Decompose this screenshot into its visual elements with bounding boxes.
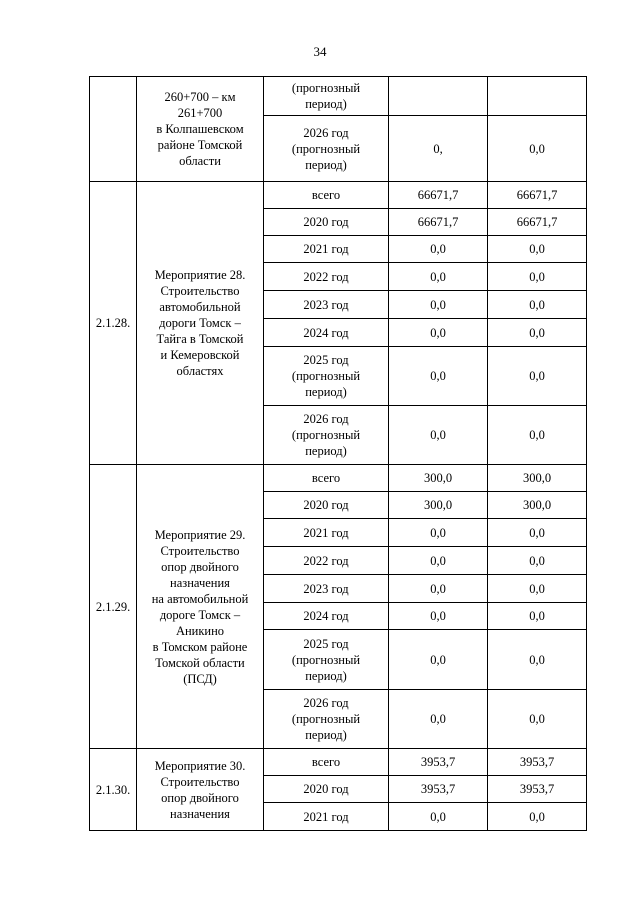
text-line: (прогнозный xyxy=(291,428,361,442)
text-line: 2021 год xyxy=(303,525,349,540)
period-cell xyxy=(264,519,389,547)
amount-cell-total: 0,0 xyxy=(389,630,488,690)
text-line: назначения xyxy=(170,575,230,590)
amount-cell-total: 66671,7 xyxy=(389,209,488,236)
amount-cell-federal: 0,0 xyxy=(488,236,587,263)
period-cell xyxy=(264,77,389,116)
text-line: опор двойного xyxy=(161,790,239,805)
period-cell xyxy=(264,116,389,182)
measure-name-cell xyxy=(137,182,264,465)
table-row xyxy=(90,182,587,209)
amount-cell-federal: 3953,7 xyxy=(488,776,587,803)
period-cell xyxy=(264,603,389,630)
text-line: период) xyxy=(305,444,347,458)
table-row xyxy=(90,77,587,116)
text-line: в Томском районе xyxy=(152,639,248,654)
amount-cell-total: 300,0 xyxy=(389,465,488,492)
amount-cell-total: 0,0 xyxy=(389,406,488,465)
text-line: области xyxy=(179,154,221,168)
text-line: (прогнозный xyxy=(291,369,361,383)
amount-cell-total: 3953,7 xyxy=(389,749,488,776)
amount-cell-total: 0,0 xyxy=(389,347,488,406)
amount-cell-total: 0,0 xyxy=(389,603,488,630)
text-line: всего xyxy=(311,471,341,485)
period-cell xyxy=(264,465,389,492)
text-line: (прогнозный xyxy=(291,712,361,726)
text-line: автомобильной xyxy=(159,300,241,314)
amount-cell-federal: 300,0 xyxy=(488,465,587,492)
amount-cell-federal: 0,0 xyxy=(488,291,587,319)
amount-cell-total xyxy=(389,77,488,116)
amount-cell-federal: 0,0 xyxy=(488,603,587,630)
amount-cell-total: 300,0 xyxy=(389,492,488,519)
text-line: в Колпашевском xyxy=(156,122,244,136)
amount-cell-total: 0,0 xyxy=(389,263,488,291)
text-line: дороге Томск – xyxy=(159,607,241,622)
amount-cell-federal: 0,0 xyxy=(488,519,587,547)
funding-table-body xyxy=(90,77,587,831)
text-line: 2020 год xyxy=(303,215,349,229)
amount-cell-federal: 0,0 xyxy=(488,630,587,690)
period-cell xyxy=(264,406,389,465)
item-number-cell xyxy=(90,77,137,182)
period-cell xyxy=(264,749,389,776)
period-cell xyxy=(264,182,389,209)
text-line: всего xyxy=(311,755,341,769)
text-line: период) xyxy=(305,668,347,683)
amount-cell-total: 0,0 xyxy=(389,575,488,603)
amount-cell-total: 0,0 xyxy=(389,803,488,831)
text-line: 2024 год xyxy=(303,325,349,340)
amount-cell-federal: 0,0 xyxy=(488,547,587,575)
text-line: (ПСД) xyxy=(183,671,217,686)
amount-cell-federal: 0,0 xyxy=(488,347,587,406)
text-line: 2026 год xyxy=(303,696,349,710)
period-cell xyxy=(264,319,389,347)
measure-name-cell xyxy=(137,77,264,182)
text-line: опор двойного xyxy=(161,559,239,574)
period-cell xyxy=(264,236,389,263)
text-line: Мероприятие 30. xyxy=(154,758,246,773)
period-cell xyxy=(264,492,389,519)
amount-cell-federal: 0,0 xyxy=(488,116,587,182)
amount-cell-total: 0,0 xyxy=(389,319,488,347)
amount-cell-total: 0,0 xyxy=(389,519,488,547)
amount-cell-federal: 0,0 xyxy=(488,803,587,831)
text-line: период) xyxy=(305,157,347,172)
text-line: 2022 год xyxy=(303,553,349,568)
text-line: областях xyxy=(176,364,224,378)
item-number-cell: 2.1.29. xyxy=(90,465,137,749)
text-line: период) xyxy=(305,385,347,399)
text-line: 2025 год xyxy=(303,353,349,367)
page-number: 34 xyxy=(313,44,327,59)
text-line: (прогнозный xyxy=(291,141,361,156)
text-line: 2020 год xyxy=(303,782,349,796)
text-line: 2026 год xyxy=(303,412,349,426)
amount-cell-total: 3953,7 xyxy=(389,776,488,803)
text-line: 2023 год xyxy=(303,581,349,596)
period-cell xyxy=(264,803,389,831)
text-line: 2026 год xyxy=(303,125,349,140)
measure-name-cell xyxy=(137,465,264,749)
amount-cell-federal: 300,0 xyxy=(488,492,587,519)
item-number-cell: 2.1.30. xyxy=(90,749,137,831)
text-line: 2020 год xyxy=(303,498,349,512)
amount-cell-federal: 66671,7 xyxy=(488,182,587,209)
text-line: и Кемеровской xyxy=(160,348,240,362)
period-cell xyxy=(264,347,389,406)
period-cell xyxy=(264,547,389,575)
text-line: 261+700 xyxy=(177,106,223,120)
text-line: Томской области xyxy=(155,655,245,670)
text-line: Строительство xyxy=(160,284,240,298)
text-line: назначения xyxy=(170,806,230,821)
text-line: 2022 год xyxy=(303,269,349,284)
amount-cell-total: 66671,7 xyxy=(389,182,488,209)
period-cell xyxy=(264,263,389,291)
amount-cell-federal: 3953,7 xyxy=(488,749,587,776)
text-line: (прогнозный xyxy=(291,81,361,95)
text-line: 2023 год xyxy=(303,297,349,312)
period-cell xyxy=(264,776,389,803)
item-number-cell: 2.1.28. xyxy=(90,182,137,465)
text-line: 260+700 – км xyxy=(164,90,236,104)
text-line: всего xyxy=(311,188,341,202)
amount-cell-federal: 0,0 xyxy=(488,690,587,749)
text-line: на автомобильной xyxy=(151,591,249,606)
period-cell xyxy=(264,630,389,690)
text-line: 2021 год xyxy=(303,809,349,824)
amount-cell-total: 0,0 xyxy=(389,547,488,575)
text-line: 2021 год xyxy=(303,242,349,256)
period-cell xyxy=(264,209,389,236)
text-line: Строительство xyxy=(160,774,240,789)
text-line: Мероприятие 28. xyxy=(154,268,246,282)
amount-cell-federal: 0,0 xyxy=(488,263,587,291)
table-row xyxy=(90,749,587,776)
amount-cell-federal: 0,0 xyxy=(488,575,587,603)
amount-cell-federal: 66671,7 xyxy=(488,209,587,236)
text-line: 2025 год xyxy=(303,636,349,651)
text-line: Аникино xyxy=(175,623,225,638)
period-cell xyxy=(264,690,389,749)
amount-cell-total: 0,0 xyxy=(389,236,488,263)
funding-table xyxy=(89,76,587,831)
text-line: районе Томской xyxy=(157,138,243,152)
amount-cell-total: 0,0 xyxy=(389,690,488,749)
text-line: период) xyxy=(305,97,347,111)
text-line: Мероприятие 29. xyxy=(154,527,246,542)
period-cell xyxy=(264,575,389,603)
period-cell xyxy=(264,291,389,319)
amount-cell-federal: 0,0 xyxy=(488,406,587,465)
amount-cell-total: 0, xyxy=(389,116,488,182)
text-line: дороги Томск – xyxy=(159,316,241,330)
amount-cell-federal xyxy=(488,77,587,116)
amount-cell-federal: 0,0 xyxy=(488,319,587,347)
text-line: (прогнозный xyxy=(291,652,361,667)
table-row xyxy=(90,465,587,492)
text-line: Тайга в Томской xyxy=(156,332,244,346)
text-line: 2024 год xyxy=(303,609,349,623)
amount-cell-total: 0,0 xyxy=(389,291,488,319)
measure-name-cell xyxy=(137,749,264,831)
text-line: период) xyxy=(305,728,347,742)
text-line: Строительство xyxy=(160,543,240,558)
